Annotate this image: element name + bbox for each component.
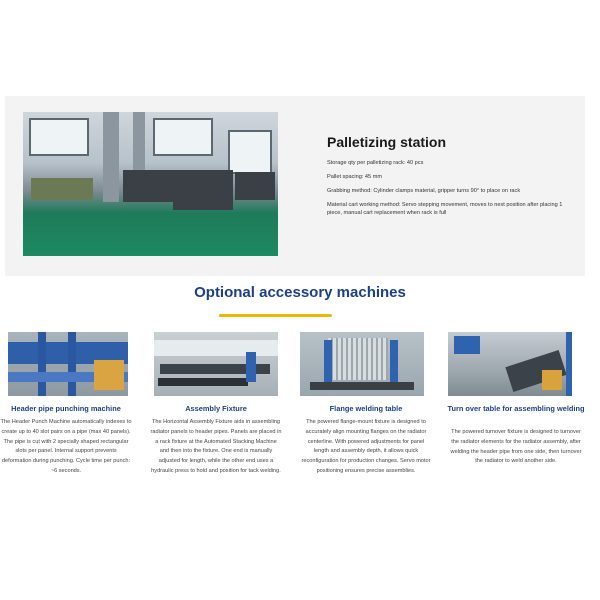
header-punch-photo bbox=[8, 332, 128, 396]
palletizing-info bbox=[327, 134, 567, 223]
spec-pallet-spacing: Pallet spacing: 45 mm bbox=[327, 174, 383, 180]
card-title-assembly-fixture: Assembly Fixture bbox=[185, 404, 247, 413]
card-desc-assembly-fixture: The Horizontal Assembly Fixture aids in assembling radiator panels to header pipes. Panels are placed in a rack fixture at the Automated Stacking Machine and then into the fixture. One end is manually adjusted for length, while the other end uses a hydraulic press to hold and position for tack welding. bbox=[150, 419, 282, 474]
title-underline bbox=[219, 314, 332, 317]
card-title-header-punch: Header pipe punching machine bbox=[11, 404, 121, 413]
flange-welding-photo bbox=[300, 332, 424, 396]
palletizing-station-photo bbox=[23, 112, 278, 256]
spec-grabbing-method: Grabbing method: Cylinder clamps material, gripper turns 90° to place on rack bbox=[327, 188, 521, 194]
palletizing-section bbox=[5, 96, 585, 276]
spec-cart-method: Material cart working method: Servo stepping movement, moves to next position after placing 1 piece, manual cart replacement when rack is full bbox=[327, 202, 563, 216]
card-desc-flange-welding: The powered flange-mount fixture is designed to accurately align mounting flanges on the radiator centerline. With powered adjustments for panel length and assembly depth, it allows quick reconfiguration for production changes. Servo motor positioning ensures precise assemblies. bbox=[301, 419, 431, 474]
card-desc-header-punch: The Header Punch Machine automatically indexes to create up to 40 slot pairs on a pipe (max 40 panels). The pipe is cut with 2 specially shaped rectangular slots per panel. Internal support prevents deformation during punching. Cycle time per punch: ~6 seconds. bbox=[0, 419, 132, 474]
spec-storage-qty: Storage qty per palletizing rack: 40 pcs bbox=[327, 160, 424, 166]
card-desc-turnover-table: The powered turnover fixture is designed to turnover the radiator elements for the radiator assembly, after welding the header pipe from one side, then turnover the radiator to weld another side. bbox=[450, 429, 582, 465]
assembly-fixture-photo bbox=[154, 332, 278, 396]
card-title-turnover-table: Turn over table for assembling welding bbox=[447, 404, 585, 413]
turnover-table-photo bbox=[448, 332, 572, 396]
accessories-title: Optional accessory machines bbox=[194, 284, 406, 301]
card-title-flange-welding: Flange welding table bbox=[329, 404, 403, 413]
palletizing-title: Palletizing station bbox=[327, 134, 447, 150]
